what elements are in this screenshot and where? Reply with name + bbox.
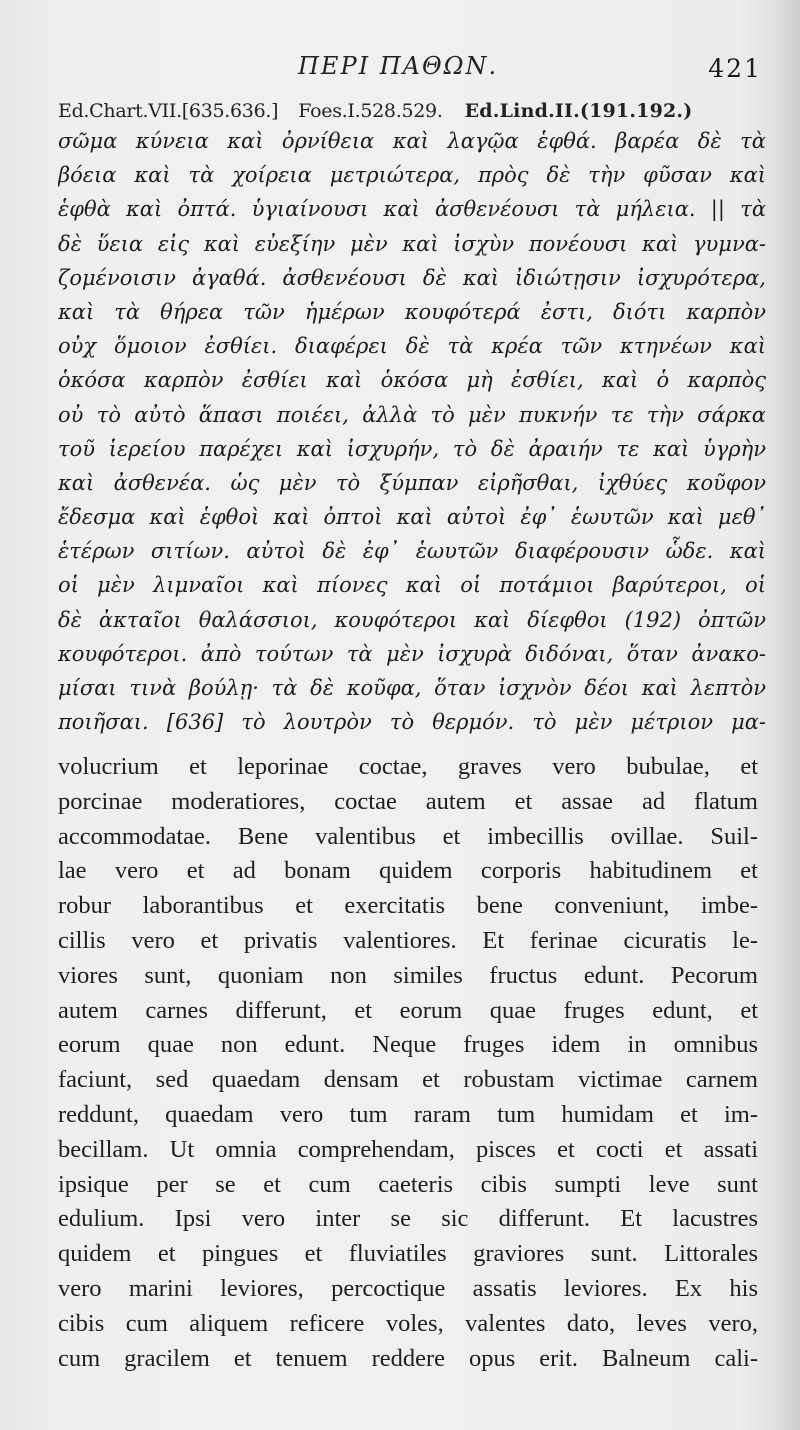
greek-line: οὐχ ὅμοιον ἐσθίει. διαφέρει δὲ τὰ κρέα τῶν κτηνέων καὶ xyxy=(58,334,766,359)
latin-line: reddunt, quaedam vero tum raram tum humidam et im- xyxy=(58,1100,758,1128)
greek-line: μίσαι τινὰ βούλῃ· τὰ δὲ κοῦφα, ὅταν ἰσχνὸν δέοι καὶ λεπτὸν xyxy=(58,676,766,700)
page-number: 421 xyxy=(708,54,762,83)
latin-line: cibis cum aliquem reficere voles, valentes dato, leves vero, xyxy=(58,1309,758,1337)
greek-line: καὶ τὰ θήρεα τῶν ἡμέρων κουφότερά ἐστι, διότι καρπὸν xyxy=(58,299,766,324)
latin-line: eorum quae non edunt. Neque fruges idem in omnibus xyxy=(58,1031,758,1059)
latin-line: becillam. Ut omnia comprehendam, pisces et cocti et assati xyxy=(58,1135,758,1163)
foesius-edition-reference: Foes.I.528.529. xyxy=(298,100,443,122)
greek-line: ζομένοισιν ἀγαθά. ἀσθενέουσι δὲ καὶ ἰδιώτῃσιν ἰσχυρότερα, xyxy=(58,265,766,290)
latin-line: volucrium et leporinae coctae, graves vero bubulae, et xyxy=(58,753,758,780)
latin-line: lae vero et ad bonam quidem corporis habitudinem et xyxy=(58,857,758,885)
greek-text-block xyxy=(58,124,766,739)
greek-line: τοῦ ἱερείου παρέχει καὶ ἰσχυρήν, τὸ δὲ ἀραιήν τε καὶ ὑγρὴν xyxy=(58,436,766,461)
page-header xyxy=(60,50,760,90)
latin-line: faciunt, sed quaedam densam et robustam victimae carnem xyxy=(58,1066,758,1094)
latin-line: cillis vero et privatis valentiores. Et ferinae cicuratis le- xyxy=(58,926,758,954)
greek-line: οὐ τὸ αὐτὸ ἅπασι ποιέει, ἀλλὰ τὸ μὲν πυκνήν τε τὴν σάρκα xyxy=(58,402,766,427)
latin-line: porcinae moderatiores, coctae autem et assae ad flatum xyxy=(58,787,758,815)
latin-line: viores sunt, quoniam non similes fructus edunt. Pecorum xyxy=(58,961,758,989)
greek-line: καὶ ἀσθενέα. ὡς μὲν τὸ ξύμπαν εἰρῆσθαι, ἰχθύες κοῦφον xyxy=(58,470,766,495)
running-title: ΠΕΡΙ ΠΑΘΩΝ. xyxy=(298,52,499,80)
latin-line: accommodatae. Bene valentibus et imbecillis ovillae. Suil- xyxy=(58,822,758,850)
latin-line: edulium. Ipsi vero inter se sic differunt. Et lacustres xyxy=(58,1205,758,1233)
page-edge-shadow xyxy=(774,0,800,1430)
latin-line: autem carnes differunt, et eorum quae fruges edunt, et xyxy=(58,996,758,1024)
greek-line: δὲ ἀκταῖοι θαλάσσιοι, κουφότεροι καὶ δίεφθοι (192) ὀπτῶν xyxy=(58,607,766,632)
latin-line: robur laborantibus et exercitatis bene conveniunt, imbe- xyxy=(58,892,758,920)
latin-line: vero marini leviores, percoctique assatis leviores. Ex his xyxy=(58,1274,758,1302)
latin-line: quidem et pingues et fluviatiles graviores sunt. Littorales xyxy=(58,1240,758,1268)
chartier-edition-reference: Ed.Chart.VII.[635.636.] xyxy=(58,100,279,122)
latin-line: ipsique per se et cum caeteris cibis sumpti leve sunt xyxy=(58,1170,758,1198)
greek-line: ὁκόσα καρπὸν ἐσθίει καὶ ὁκόσα μὴ ἐσθίει, καὶ ὁ καρπὸς xyxy=(58,368,766,393)
greek-line: βόεια καὶ τὰ χοίρεια μετριώτερα, πρὸς δὲ τὴν φῦσαν καὶ xyxy=(58,163,766,188)
linden-edition-reference: Ed.Lind.II.(191.192.) xyxy=(464,100,693,122)
greek-line: σῶμα κύνεια καὶ ὀρνίθεια καὶ λαγῷα ἑφθά. βαρέα δὲ τὰ xyxy=(58,129,766,153)
greek-line: ἑτέρων σιτίων. αὐτοὶ δὲ ἐφ᾽ ἑωυτῶν διαφέρουσιν ὧδε. καὶ xyxy=(58,539,766,564)
latin-text-block xyxy=(58,750,758,1376)
latin-line: cum gracilem et tenuem reddere opus erit. Balneum cali- xyxy=(58,1344,758,1372)
greek-line: δὲ ὕεια εἰς καὶ εὐεξίην μὲν καὶ ἰσχὺν πονέουσι καὶ γυμνα- xyxy=(58,231,766,256)
greek-line: οἱ μὲν λιμναῖοι καὶ πίονες καὶ οἱ ποτάμιοι βαρύτεροι, οἱ xyxy=(58,573,766,598)
greek-line: ἑφθὰ καὶ ὀπτά. ὑγιαίνουσι καὶ ἀσθενέουσι τὰ μήλεια. || τὰ xyxy=(58,197,766,222)
greek-line: κουφότεροι. ἀπὸ τούτων τὰ μὲν ἰσχυρὰ διδόναι, ὅταν ἀνακο- xyxy=(58,641,766,666)
greek-line: ποιῆσαι. [636] τὸ λουτρὸν τὸ θερμόν. τὸ μὲν μέτριον μα- xyxy=(58,710,766,735)
greek-line: ἔδεσμα καὶ ἑφθοὶ καὶ ὀπτοὶ καὶ αὐτοὶ ἐφ᾽ ἑωυτῶν καὶ μεθ᾽ xyxy=(58,505,766,530)
edition-references xyxy=(58,100,768,122)
